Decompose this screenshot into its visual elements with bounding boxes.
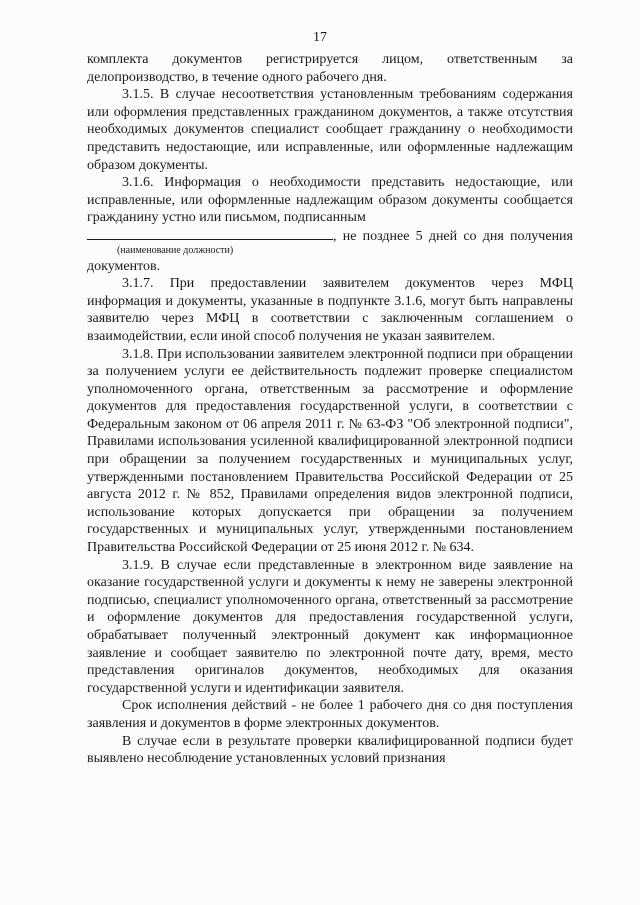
paragraph-3-1-5: 3.1.5. В случае несоответствия установленным требованиям содержания или оформления представленных гражданином документов, а также отсутствия необходимых документов специалист сообщает гражданину о необходимости представить недостающие, или исправленные, или оформленные надлежащим образом документы. <box>87 87 573 173</box>
position-caption: (наименование должности) <box>117 244 234 256</box>
blank-underline <box>87 227 333 240</box>
document-body <box>87 51 573 768</box>
paragraph-3-1-9: 3.1.9. В случае если представленные в электронном виде заявление на оказание государственной услуги и документы к нему не заверены электронной подписью, специалист уполномоченного органа, ответственный за рассмотрение и оформление документов для предоставления государственной услуги, обрабатывает полученный электронный документ как информационное заявление и сообщает заявителю по электронной почте дату, время, место представления оригиналов документов, необходимых для оказания государственной услуги и идентификации заявителя. <box>87 557 573 696</box>
paragraph-3-1-7: 3.1.7. При предоставлении заявителем документов через МФЦ информация и документы, указанные в подпункте 3.1.6, могут быть направлены заявителю через МФЦ в соответствии с заключенным соглашением о взаимодействии, если иной способ получения не указан заявителем. <box>87 276 573 344</box>
paragraph-deadline: Срок исполнения действий - не более 1 рабочего дня со дня поступления заявления и документов в форме электронных документов. <box>87 698 573 731</box>
paragraph-3-1-6: 3.1.6. Информация о необходимости представить недостающие, или исправленные, или оформленные надлежащим образом документы сообщается гражданину устно или письмом, подписанным <box>87 175 573 226</box>
paragraph-continuation: документов. <box>87 258 161 274</box>
paragraph-3-1-8: 3.1.8. При использовании заявителем электронной подписи при обращении за получением услуги ее действительность подлежит проверке специалистом уполномоченного органа, ответственным за рассмотрение и оформление документов для предоставления государственной услуги, в соответствии с Федеральным законом от 06 апреля 2011 г. № 63-ФЗ "Об электронной подписи", Правилами использования усиленной квалифицированной электронной подписи при обращении за получением государственных и муниципальных услуг, утвержденными постановлением Правительства Российской Федерации от 25 августа 2012 г. № 852, Правилами определения видов электронной подписи, использование которых допускается при обращении за получением государственных и муниципальных услуг, утвержденными постановлением Правительства Российской Федерации от 25 июня 2012 г. № 634. <box>87 346 573 556</box>
signature-line-text: , не позднее 5 дней со дня получения <box>333 228 573 244</box>
paragraph: комплекта документов регистрируется лицом, ответственным за делопроизводство, в течение одного рабочего дня. <box>87 52 573 85</box>
signature-line <box>87 227 573 246</box>
signature-block <box>87 227 573 275</box>
paragraph-signature-check: В случае если в результате проверки квалифицированной подписи будет выявлено несоблюдение установленных условий признания <box>87 733 573 767</box>
page-number: 17 <box>313 30 327 45</box>
